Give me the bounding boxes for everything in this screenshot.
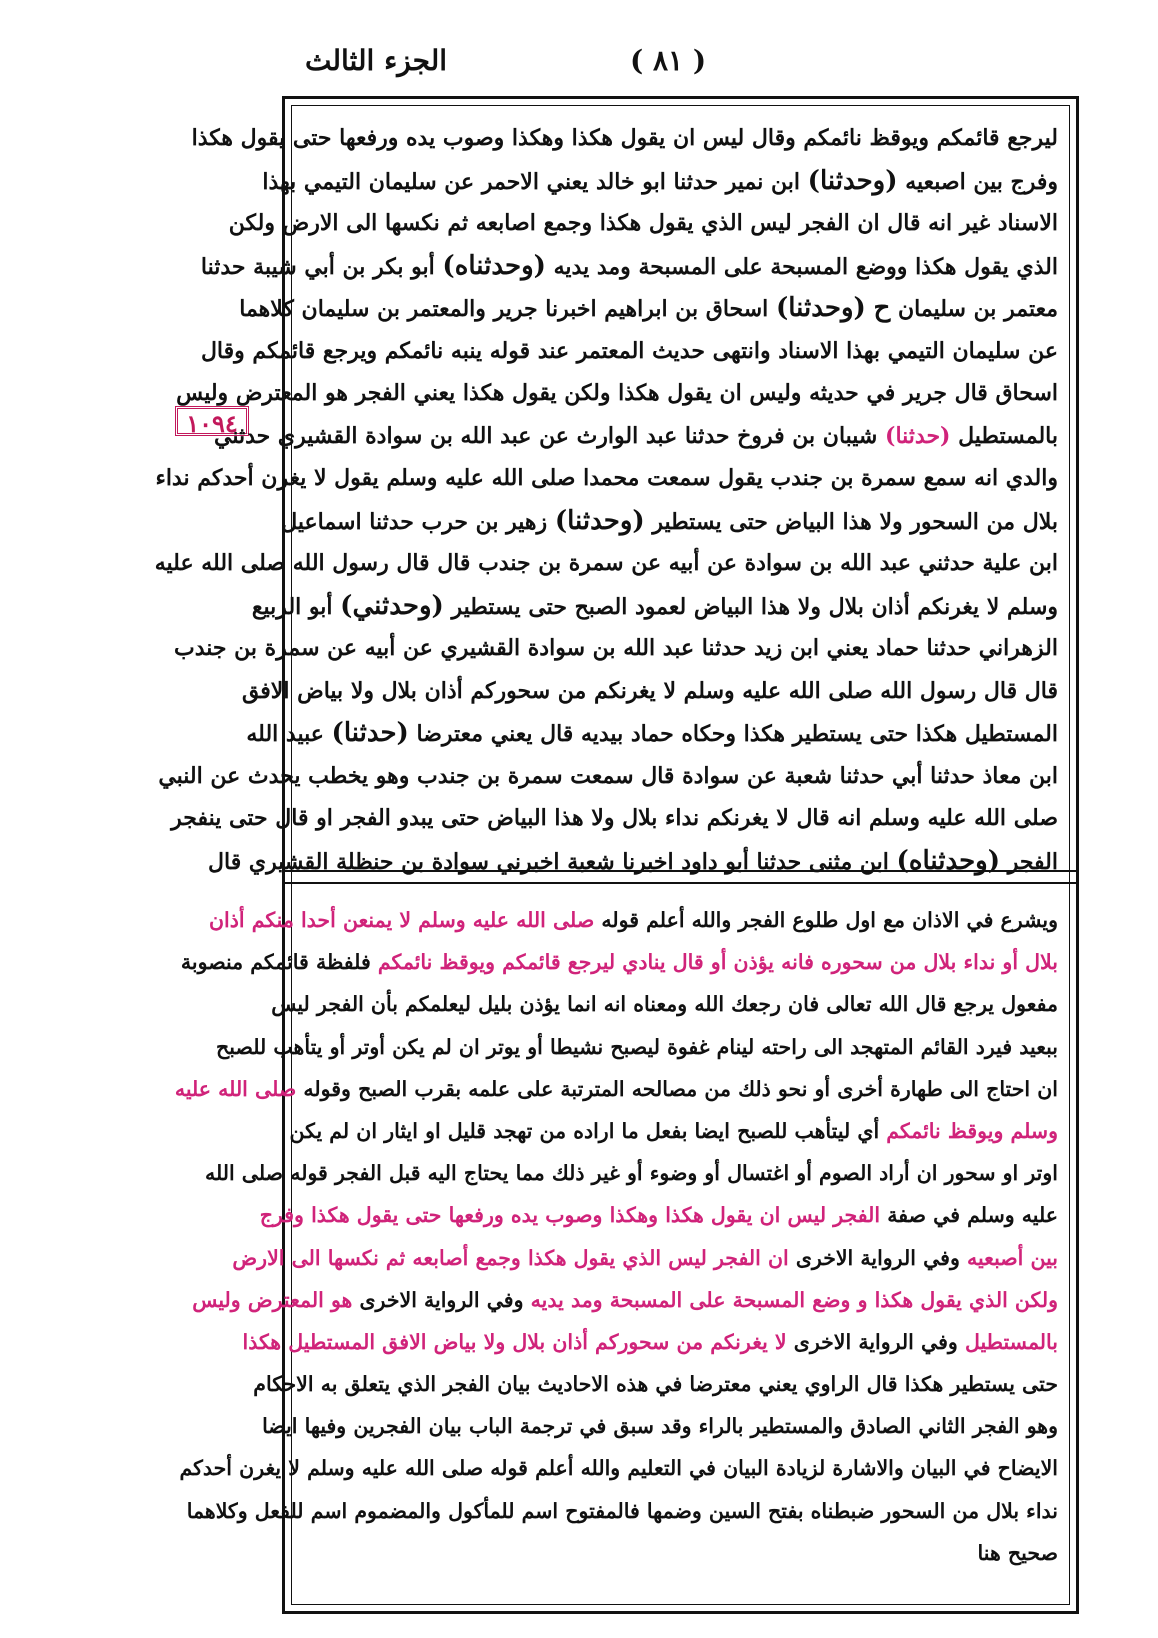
- text-run: ليرجع قائمكم ويوقظ نائمكم وقال ليس ان يقول هكذا وهكذا وصوب يده ورفعها حتى يقول هكذا: [191, 125, 1058, 151]
- narration-keyword: (وحدثني): [340, 590, 444, 621]
- main-text-line: [171, 797, 1058, 840]
- text-run: ان احتاج الى طهارة أخرى أو نحو ذلك من مصالحه المترتبة على علمه بقرب الصبح وقوله: [296, 1076, 1058, 1101]
- main-text-line: [281, 500, 1058, 543]
- text-run: معتمر بن سليمان: [890, 296, 1058, 322]
- text-run: صلى الله عليه وسلم انه قال لا يغرنكم نداء بلال ولا هذا البياض حتى يبدو الفجر او قال حتى ينفجر: [171, 805, 1058, 831]
- text-run: أبو الربيع: [251, 593, 341, 620]
- text-run: ابن علية حدثني عبد الله بن سوادة عن أبيه عن سمرة بن جندب قال قال رسول الله صلى الله عليه: [154, 550, 1058, 576]
- highlighted-text: هو المعترض وليس: [192, 1287, 353, 1312]
- text-run: عبيد الله: [246, 721, 332, 747]
- text-run: شيبان بن فروخ حدثنا عبد الوارث عن عبد الله بن سوادة القشيري حدثني: [213, 422, 886, 449]
- highlighted-text: ولكن الذي يقول هكذا و وضع المسبحة على المسبحة ومد يديه: [530, 1287, 1058, 1312]
- main-text-line: [200, 330, 1058, 373]
- highlighted-text: (حدثنا): [885, 422, 951, 449]
- highlighted-text: ان الفجر ليس الذي يقول هكذا وجمع أصابعه ثم نكسها الى الارض: [232, 1245, 789, 1270]
- page-number: ( ٨١ ): [630, 44, 707, 77]
- highlighted-text: بالمستطيل: [964, 1329, 1058, 1354]
- main-text-line: [154, 542, 1058, 585]
- text-run: حتى يستطير هكذا قال الراوي يعني معترضا في هذه الاحاديث بيان الفجر الذي يتعلق به الاحكام: [253, 1372, 1058, 1397]
- text-run: وسلم لا يغرنكم أذان بلال ولا هذا البياض لعمود الصبح حتى يستطير: [443, 593, 1058, 620]
- commentary-line: [204, 1152, 1058, 1194]
- commentary-line: [209, 899, 1058, 941]
- main-text-line: [228, 202, 1058, 245]
- narration-keyword: (وحدثناه): [442, 250, 546, 281]
- narration-keyword: (وحدثنا): [807, 165, 898, 196]
- text-run: اسحاق بن ابراهيم اخبرنا جرير والمعتمر بن سليمان كلاهما: [239, 296, 776, 322]
- highlighted-text: بين أصبعيه: [967, 1245, 1058, 1270]
- text-run: بالمستطيل: [950, 422, 1058, 449]
- text-run: صحيح هنا: [977, 1540, 1058, 1565]
- main-text-line: [213, 415, 1058, 458]
- text-run: أبو بكر بن أبي شيبة حدثنا: [200, 253, 443, 280]
- hadith-number-badge: ١٠٩٤: [175, 406, 249, 436]
- commentary-line: [232, 1237, 1058, 1279]
- commentary-text: [174, 899, 1058, 1599]
- commentary-line: [253, 1363, 1058, 1405]
- commentary-line: [180, 941, 1058, 983]
- commentary-line: [216, 1026, 1058, 1068]
- main-text-line: [239, 287, 1058, 330]
- main-text-line: [174, 627, 1058, 670]
- text-run: الايضاح في البيان والاشارة لزيادة البيان في التعليم والله أعلم قوله صلى الله عليه وسلم لا يغرن أحدكم: [179, 1456, 1058, 1481]
- commentary-line: [259, 1194, 1058, 1236]
- text-run: عن سليمان التيمي بهذا الاسناد وانتهى حديث المعتمر عند قوله ينبه نائمكم ويرجع قائمكم وقال: [200, 337, 1058, 364]
- text-run: المستطيل هكذا حتى يستطير هكذا وحكاه حماد بيديه قال يعني معترضا: [408, 721, 1058, 747]
- text-run: فلفظة قائمكم منصوبة: [180, 950, 378, 975]
- text-run: وفي الرواية الاخرى: [786, 1329, 965, 1354]
- section-divider: [285, 870, 1076, 884]
- highlighted-text: صلى الله عليه: [174, 1076, 297, 1101]
- text-run: الزهراني حدثنا حماد يعني ابن زيد حدثنا عبد الله بن سوادة القشيري عن أبيه عن سمرة بن جندب: [174, 635, 1058, 661]
- part-title: الجزء الثالث: [305, 44, 448, 77]
- main-text-line: [155, 457, 1058, 500]
- commentary-line: [179, 1447, 1058, 1489]
- commentary-line: [174, 1068, 1058, 1110]
- main-text-line: [200, 245, 1058, 288]
- text-run: وهو الفجر الثاني الصادق والمستطير بالراء وقد سبق في ترجمة الباب بيان الفجرين وفيها ايضا: [262, 1414, 1058, 1439]
- page-header: [0, 0, 1158, 100]
- commentary-line: [242, 1321, 1058, 1363]
- highlighted-text: صلى الله عليه وسلم لا يمنعن أحدا منكم أذان: [209, 908, 595, 932]
- highlighted-text: الفجر ليس ان يقول هكذا وهكذا وصوب يده ورفعها حتى يقول هكذا وفرج: [259, 1203, 881, 1228]
- main-text-line: [246, 712, 1058, 755]
- narration-keyword: (حدثنا): [331, 718, 409, 748]
- main-text-line: [262, 160, 1058, 203]
- commentary-line: [192, 1279, 1058, 1321]
- text-run: زهير بن حرب حدثنا اسماعيل: [281, 508, 555, 535]
- text-run: الفجر: [1000, 848, 1058, 875]
- narration-keyword: ح: [873, 293, 891, 323]
- text-run: قال قال رسول الله صلى الله عليه وسلم لا يغرنكم من سحوركم أذان بلال ولا بياض الافق: [241, 677, 1058, 704]
- narration-keyword: (وحدثناه): [896, 845, 1001, 876]
- text-run: الذي يقول هكذا ووضع المسبحة على المسبحة ومد يديه: [545, 253, 1058, 280]
- text-run: مفعول يرجع قال الله تعالى فان رجعك الله ومعناه انه انما يؤذن بليل ليعلمكم بأن الفجر ليس: [271, 992, 1058, 1017]
- main-text-line: [241, 670, 1058, 713]
- main-text-line: [176, 372, 1058, 415]
- narration-keyword: (وحدثنا): [775, 293, 866, 323]
- text-run: والدي انه سمع سمرة بن جندب يقول سمعت محمدا صلى الله عليه وسلم يقول لا يغرن أحدكم نداء: [155, 465, 1058, 491]
- text-run: عليه وسلم في صفة: [880, 1203, 1058, 1228]
- commentary-line: [289, 1110, 1058, 1152]
- text-run: نداء بلال من السحور ضبطناه بفتح السين وضمها فالمفتوح اسم للمأكول والمضموم اسم للفعل وكلاهما: [186, 1498, 1058, 1523]
- highlighted-text: وسلم ويوقظ نائمكم: [886, 1118, 1058, 1143]
- text-run: أي ليتأهب للصبح ايضا بفعل ما اراده من تهجد قليل او ايثار ان لم يكن: [289, 1118, 887, 1143]
- text-run: وفي الرواية الاخرى: [352, 1287, 531, 1312]
- text-run: اسحاق قال جرير في حديثه وليس ان يقول هكذا ولكن يقول هكذا يعني الفجر هو المعترض وليس: [176, 380, 1058, 406]
- text-run: ويشرع في الاذان مع اول طلوع الفجر والله أعلم قوله: [594, 908, 1058, 932]
- text-run: ابن معاذ حدثنا أبي حدثنا شعبة عن سوادة قال سمعت سمرة بن جندب وهو يخطب يحدث عن النبي: [158, 762, 1058, 789]
- text-run: الاسناد غير انه قال ان الفجر ليس الذي يقول هكذا وجمع اصابعه ثم نكسها الى الارض ولكن: [228, 210, 1058, 236]
- highlighted-text: بلال أو نداء بلال من سحوره فانه يؤذن أو قال ينادي ليرجع قائمكم ويوقظ نائمكم: [377, 950, 1058, 975]
- text-run: اوتر او سحور ان أراد الصوم أو اغتسال أو وضوء أو غير ذلك مما يحتاج اليه قبل الفجر قوله صلى الله: [204, 1161, 1058, 1186]
- commentary-line: [271, 983, 1058, 1025]
- narration-keyword: (وحدثنا): [554, 505, 645, 536]
- text-run: ببعيد فيرد القائم المتهجد الى راحته لينام غفوة ليصبح نشيطا أو يوتر ان لم يكن أوتر أو يتأهب للصبح: [216, 1034, 1058, 1059]
- text-run: وفي الرواية الاخرى: [788, 1245, 967, 1270]
- main-text-line: [191, 117, 1058, 160]
- text-run: [866, 296, 874, 322]
- commentary-line: [262, 1405, 1058, 1447]
- commentary-line: [303, 1532, 1058, 1574]
- commentary-line: [186, 1490, 1058, 1532]
- main-text-line: [251, 585, 1058, 628]
- text-run: وفرج بين اصبعيه: [897, 168, 1058, 195]
- highlighted-text: لا يغرنكم من سحوركم أذان بلال ولا بياض الافق المستطيل هكذا: [242, 1329, 787, 1354]
- text-run: بلال من السحور ولا هذا البياض حتى يستطير: [644, 508, 1058, 535]
- text-run: ابن مثنى حدثنا أبو داود اخبرنا شعبة اخبرني سوادة بن حنظلة القشيري قال: [208, 848, 897, 875]
- main-text-line: [158, 755, 1058, 798]
- text-run: ابن نمير حدثنا ابو خالد يعني الاحمر عن سليمان التيمي بهذا: [262, 168, 808, 195]
